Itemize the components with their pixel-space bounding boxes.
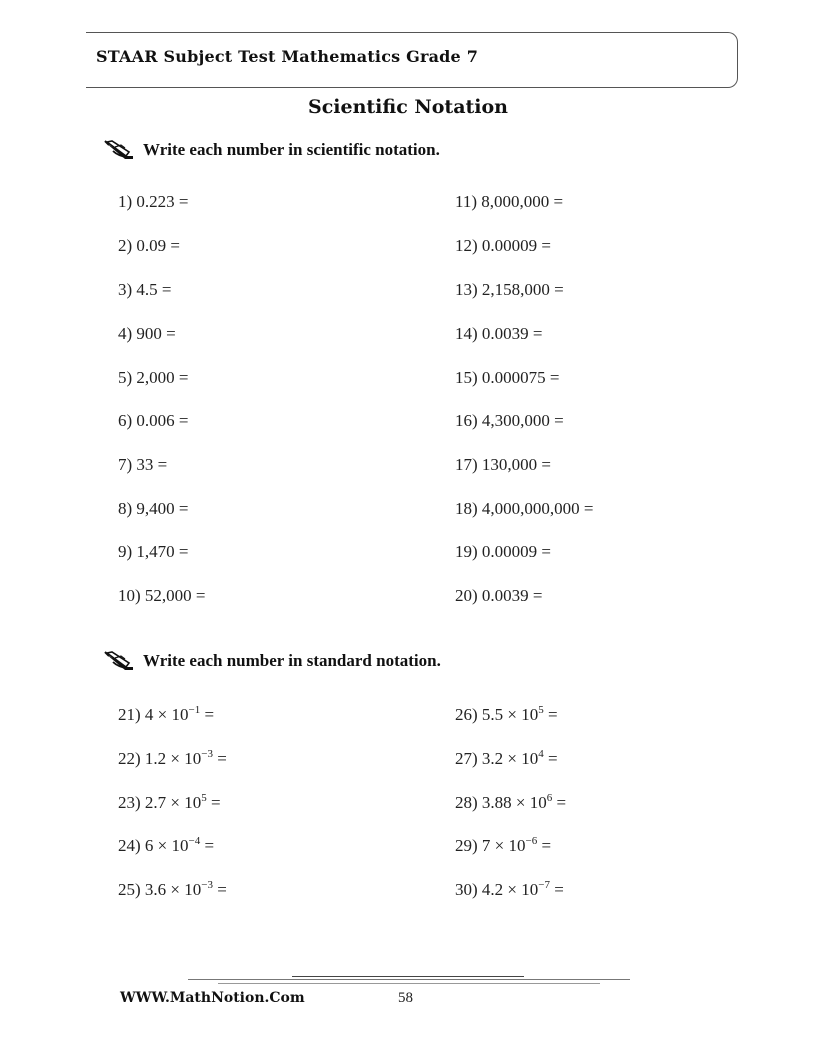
problem-base: 1.2 × 10 (144, 749, 202, 768)
problem-exponent: −4 (188, 835, 201, 847)
problem-exponent: −3 (201, 879, 213, 891)
problem-13: 13) 2,158,000 = (455, 280, 564, 299)
problem-exponent: 4 (538, 748, 544, 760)
problem-30 (455, 880, 564, 900)
problem-23 (118, 793, 221, 813)
section1-instruction (103, 139, 440, 161)
problem-number: 26) (455, 705, 478, 724)
problem-equals: = (552, 793, 567, 812)
problem-base: 3.6 × 10 (144, 880, 202, 899)
problem-14: 14) 0.0039 = (455, 324, 543, 343)
problem-2: 2) 0.09 = (118, 236, 180, 255)
problem-equals: = (200, 836, 215, 855)
footer-site: WWW.MathNotion.Com (120, 990, 305, 1006)
problem-exponent: 5 (538, 704, 544, 716)
problem-base: 7 × 10 (481, 836, 526, 855)
problem-equals: = (212, 880, 227, 899)
problem-28 (455, 793, 566, 813)
problem-4: 4) 900 = (118, 324, 176, 343)
problem-12: 12) 0.00009 = (455, 236, 551, 255)
problem-base: 3.88 × 10 (481, 793, 547, 812)
problem-10: 10) 52,000 = (118, 586, 206, 605)
problem-exponent: 5 (201, 792, 207, 804)
problem-base: 4.2 × 10 (481, 880, 539, 899)
problem-11: 11) 8,000,000 = (455, 192, 564, 211)
problem-number: 22) (118, 749, 141, 768)
problem-9: 9) 1,470 = (118, 542, 189, 561)
problem-equals: = (537, 836, 552, 855)
problem-3: 3) 4.5 = (118, 280, 172, 299)
section1-instruction-text: Write each number in scientific notation. (143, 140, 440, 159)
problem-exponent: −7 (538, 879, 550, 891)
header-title: STAAR Subject Test Mathematics Grade 7 (96, 47, 479, 66)
problem-number: 27) (455, 749, 478, 768)
problem-5: 5) 2,000 = (118, 368, 189, 387)
problem-8: 8) 9,400 = (118, 499, 189, 518)
footer-divider (218, 983, 600, 984)
problem-equals: = (543, 705, 558, 724)
problem-number: 21) (118, 705, 141, 724)
problem-6: 6) 0.006 = (118, 411, 189, 430)
section2-instruction-text: Write each number in standard notation. (143, 651, 441, 670)
problem-number: 30) (455, 880, 478, 899)
footer-divider (292, 976, 524, 977)
problem-equals: = (200, 705, 215, 724)
problem-exponent: −6 (525, 835, 538, 847)
problem-equals: = (212, 749, 227, 768)
problem-number: 28) (455, 793, 478, 812)
problem-equals: = (206, 793, 221, 812)
problem-7: 7) 33 = (118, 455, 168, 474)
problem-base: 5.5 × 10 (481, 705, 539, 724)
problem-20: 20) 0.0039 = (455, 586, 543, 605)
pencil-writing-icon (103, 650, 137, 672)
page-number: 58 (398, 990, 413, 1006)
problem-base: 2.7 × 10 (144, 793, 202, 812)
problem-1: 1) 0.223 = (118, 192, 189, 211)
problem-16: 16) 4,300,000 = (455, 411, 564, 430)
problem-base: 4 × 10 (144, 705, 189, 724)
page-title: Scientific Notation (307, 96, 508, 118)
problem-22 (118, 749, 227, 769)
problem-base: 6 × 10 (144, 836, 189, 855)
problem-equals: = (543, 749, 558, 768)
pencil-writing-icon (103, 139, 137, 161)
problem-number: 25) (118, 880, 141, 899)
problem-26 (455, 705, 558, 725)
problem-number: 29) (455, 836, 478, 855)
problem-exponent: −3 (201, 748, 213, 760)
problem-17: 17) 130,000 = (455, 455, 551, 474)
problem-equals: = (549, 880, 564, 899)
problem-18: 18) 4,000,000,000 = (455, 499, 594, 518)
footer-divider (188, 979, 630, 980)
section2-instruction (103, 650, 441, 672)
problem-number: 23) (118, 793, 141, 812)
problem-exponent: −1 (188, 704, 201, 716)
problem-29 (455, 836, 551, 856)
problem-25 (118, 880, 227, 900)
problem-19: 19) 0.00009 = (455, 542, 551, 561)
problem-24 (118, 836, 214, 856)
problem-21 (118, 705, 214, 725)
problem-exponent: 6 (546, 792, 553, 804)
problem-15: 15) 0.000075 = (455, 368, 560, 387)
problem-number: 24) (118, 836, 141, 855)
problem-27 (455, 749, 558, 769)
problem-base: 3.2 × 10 (481, 749, 539, 768)
